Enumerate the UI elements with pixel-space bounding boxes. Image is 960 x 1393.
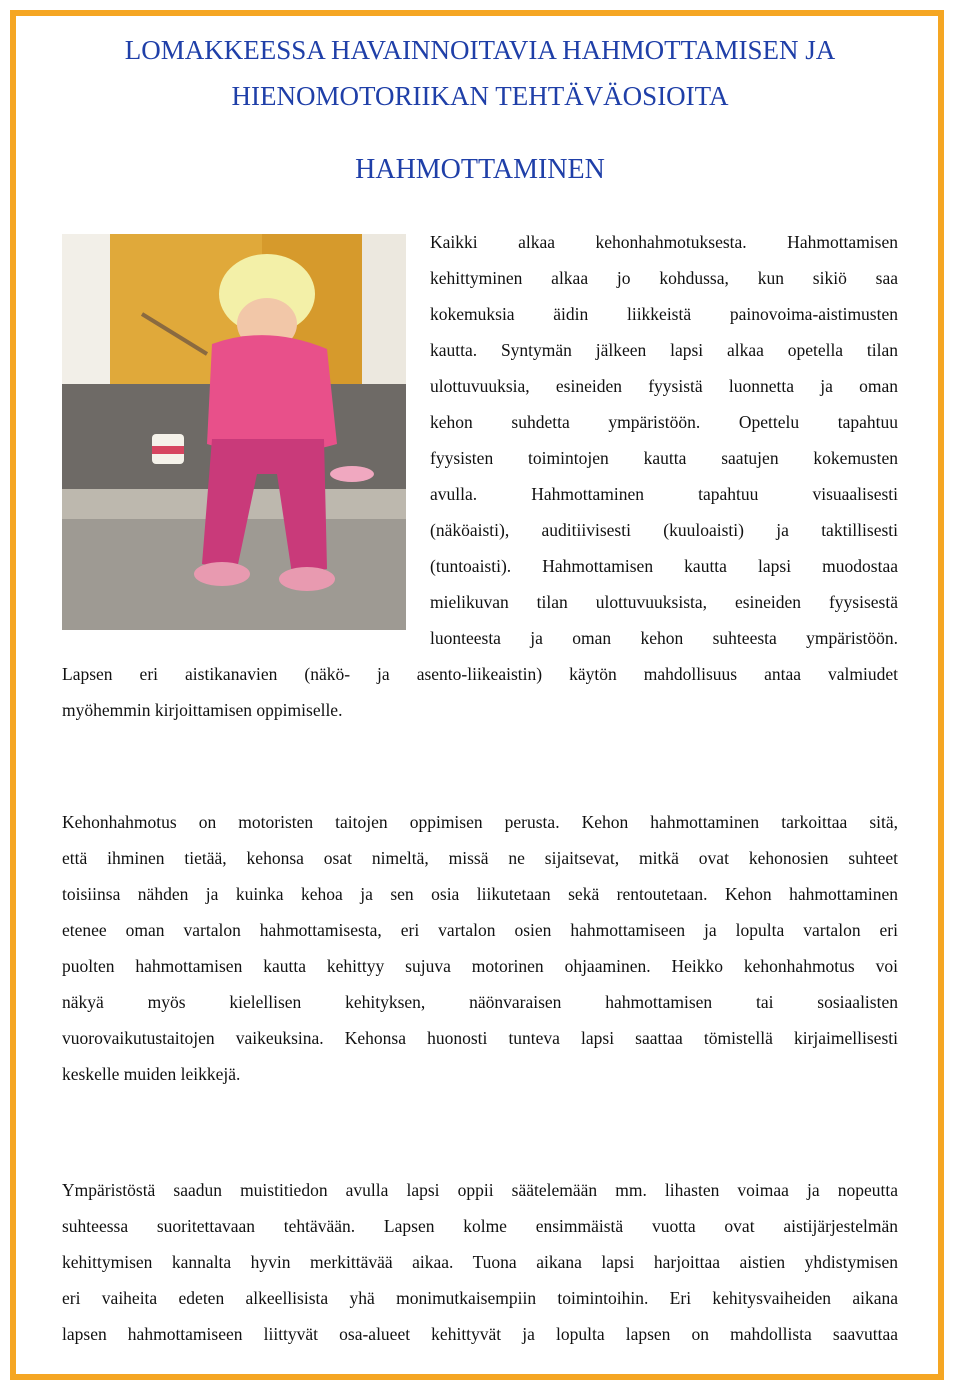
child-photo xyxy=(62,234,406,630)
text-line: Lapsen eri aistikanavien (näkö- ja asento-liikeaistin) käytön mahdollisuus antaa valmiudet xyxy=(62,664,898,684)
text-line: näkyä myös kielellisen kehityksen, näönvaraisen hahmottamisen tai sosiaalisten xyxy=(62,992,898,1012)
text-line: Ympäristöstä saadun muistitiedon avulla lapsi oppii säätelemään mm. lihasten voimaa ja nopeutta xyxy=(62,1180,898,1200)
text-line: avulla. Hahmottaminen tapahtuu visuaalisesti xyxy=(430,484,898,504)
text-line: luonteesta ja oman kehon suhteesta ympäristöön. xyxy=(430,628,898,648)
text-line: kokemuksia äidin liikkeistä painovoima-aistimusten xyxy=(430,304,898,324)
text-line: fyysisten toimintojen kautta saatujen kokemusten xyxy=(430,448,898,468)
document-title-line-2: HIENOMOTORIIKAN TEHTÄVÄOSIOITA xyxy=(231,81,729,111)
text-line: puolten hahmottamisen kautta kehittyy sujuva motorinen ohjaaminen. Heikko kehonhahmotus voi xyxy=(62,956,898,976)
text-line: Kehonhahmotus on motoristen taitojen oppimisen perusta. Kehon hahmottaminen tarkoittaa sitä, xyxy=(62,812,898,832)
text-line: kehittymisen kannalta hyvin merkittävää aikaa. Tuona aikana lapsi harjoittaa aistien yhdistymisen xyxy=(62,1252,898,1272)
document-title-line-1: LOMAKKEESSA HAVAINNOITAVIA HAHMOTTAMISEN JA xyxy=(124,35,836,65)
section-heading: HAHMOTTAMINEN xyxy=(355,154,605,185)
text-line: lapsen hahmottamiseen liittyvät osa-alueet kehittyvät ja lopulta lapsen on mahdollista saavuttaa xyxy=(62,1324,898,1344)
text-line: että ihminen tietää, kehonsa osat nimeltä, missä ne sijaitsevat, mitkä ovat kehonosien suhteet xyxy=(62,848,898,868)
text-line: keskelle muiden leikkejä. xyxy=(62,1064,241,1084)
text-line: (näköaisti), auditiivisesti (kuuloaisti) ja taktillisesti xyxy=(430,520,898,540)
text-line: kehittyminen alkaa jo kohdussa, kun sikiö saa xyxy=(430,268,898,288)
text-line: myöhemmin kirjoittamisen oppimiselle. xyxy=(62,700,343,720)
text-line: ulottuvuuksia, esineiden fyysistä luonnetta ja oman xyxy=(430,376,898,396)
body-paragraph-3 xyxy=(62,1172,898,1352)
text-line: etenee oman vartalon hahmottamisesta, eri vartalon osien hahmottamiseen ja lopulta vartalon eri xyxy=(62,920,898,940)
body-paragraph-2 xyxy=(62,804,898,1092)
text-line: Kaikki alkaa kehonhahmotuksesta. Hahmottamisen xyxy=(430,232,898,252)
text-line: vuorovaikutustaitojen vaikeuksina. Kehonsa huonosti tunteva lapsi saattaa tömistellä kirjaimellisesti xyxy=(62,1028,898,1048)
text-line: (tuntoaisti). Hahmottamisen kautta lapsi muodostaa xyxy=(430,556,898,576)
text-line: mielikuvan tilan ulottuvuuksista, esineiden fyysisestä xyxy=(430,592,898,612)
intro-paragraph-continuation xyxy=(62,656,898,728)
intro-paragraph xyxy=(430,224,898,656)
text-line: suhteessa suoritettavaan tehtävään. Lapsen kolme ensimmäistä vuotta ovat aistijärjestelmän xyxy=(62,1216,898,1236)
text-line: eri vaiheita edeten alkeellisista yhä monimutkaisempiin toimintoihin. Eri kehitysvaiheiden aikana xyxy=(62,1288,898,1308)
text-line: toisiinsa nähden ja kuinka kehoa ja sen osia liikutetaan sekä rentoutetaan. Kehon hahmottaminen xyxy=(62,884,898,904)
text-line: kehon suhdetta ympäristöön. Opettelu tapahtuu xyxy=(430,412,898,432)
text-line: kautta. Syntymän jälkeen lapsi alkaa opetella tilan xyxy=(430,340,898,360)
